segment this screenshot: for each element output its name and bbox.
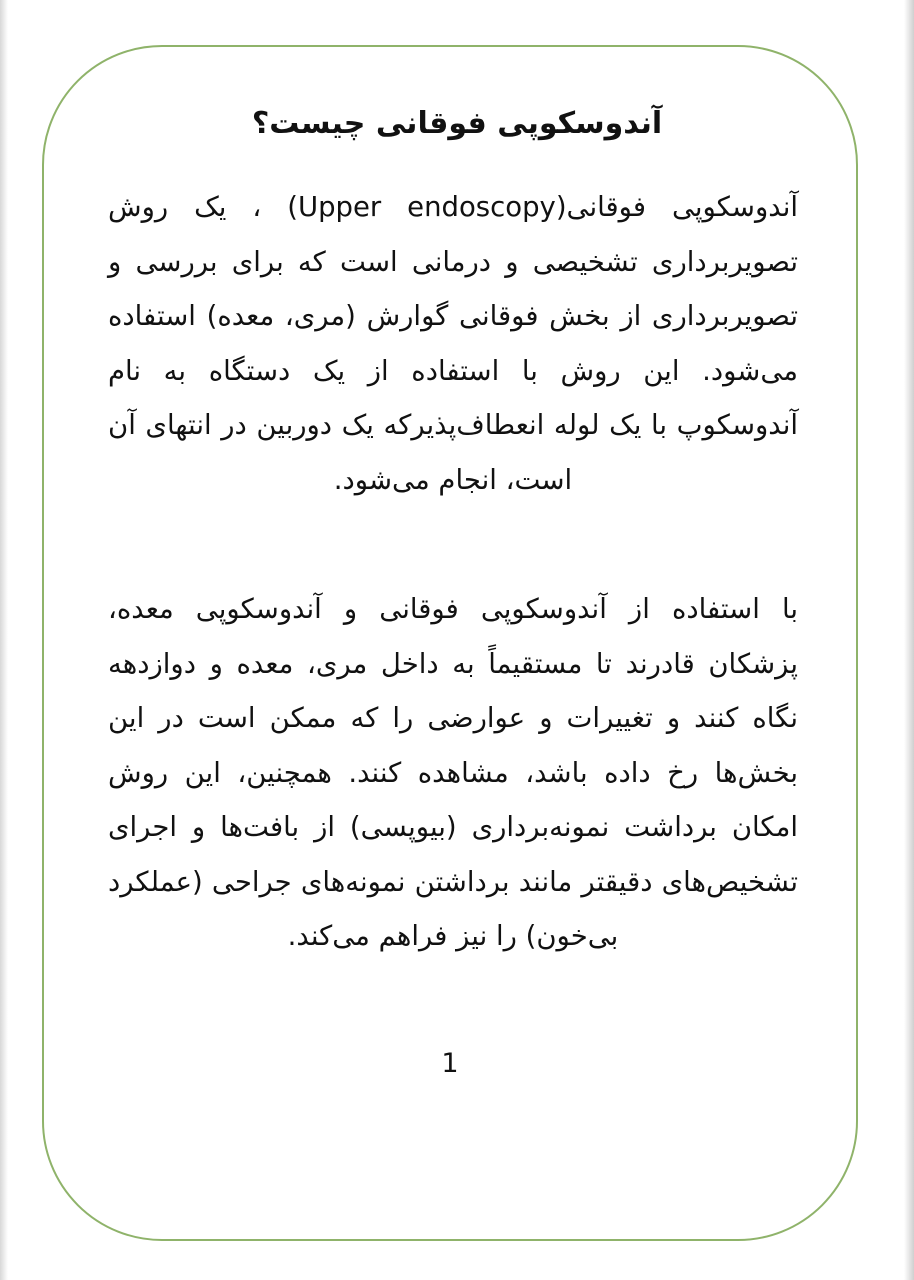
page-right-shadow	[904, 0, 914, 1280]
page-number: 1	[441, 1048, 459, 1079]
paragraph-2: با استفاده از آندوسکوپی فوقانی و آندوسکوپی معده، پزشکان قادرند تا مستقیماً به داخل مری، معده و دوازدهه نگاه کنند و تغییرات و عوارضی را که ممکن است در این بخش‌ها رخ داده باشد، مشاهده کنند. همچنین، این روش امکان برداشت نمونه‌برداری (بیوپسی) از بافت‌ها و اجرای تشخیص‌های دقیقتر مانند برداشتن نمونه‌های جراحی (عملکرد بی‌خون) را نیز فراهم می‌کند.	[108, 593, 798, 952]
paragraph-1: آندوسکوپی فوقانی(Upper endoscopy) ، یک روش تصویربرداری تشخیصی و درمانی است که برای بررسی و تصویربرداری از بخش فوقانی گوارش (مری، معده) استفاده می‌شود. این روش با استفاده از یک دستگاه به نام آندوسکوپ با یک لوله انعطاف‌پذیرکه یک دوربین در انتهای آن است، انجام می‌شود.	[108, 191, 798, 496]
document-title: آندوسکوپی فوقانی چیست؟	[251, 106, 663, 141]
page-left-shadow	[0, 0, 8, 1280]
